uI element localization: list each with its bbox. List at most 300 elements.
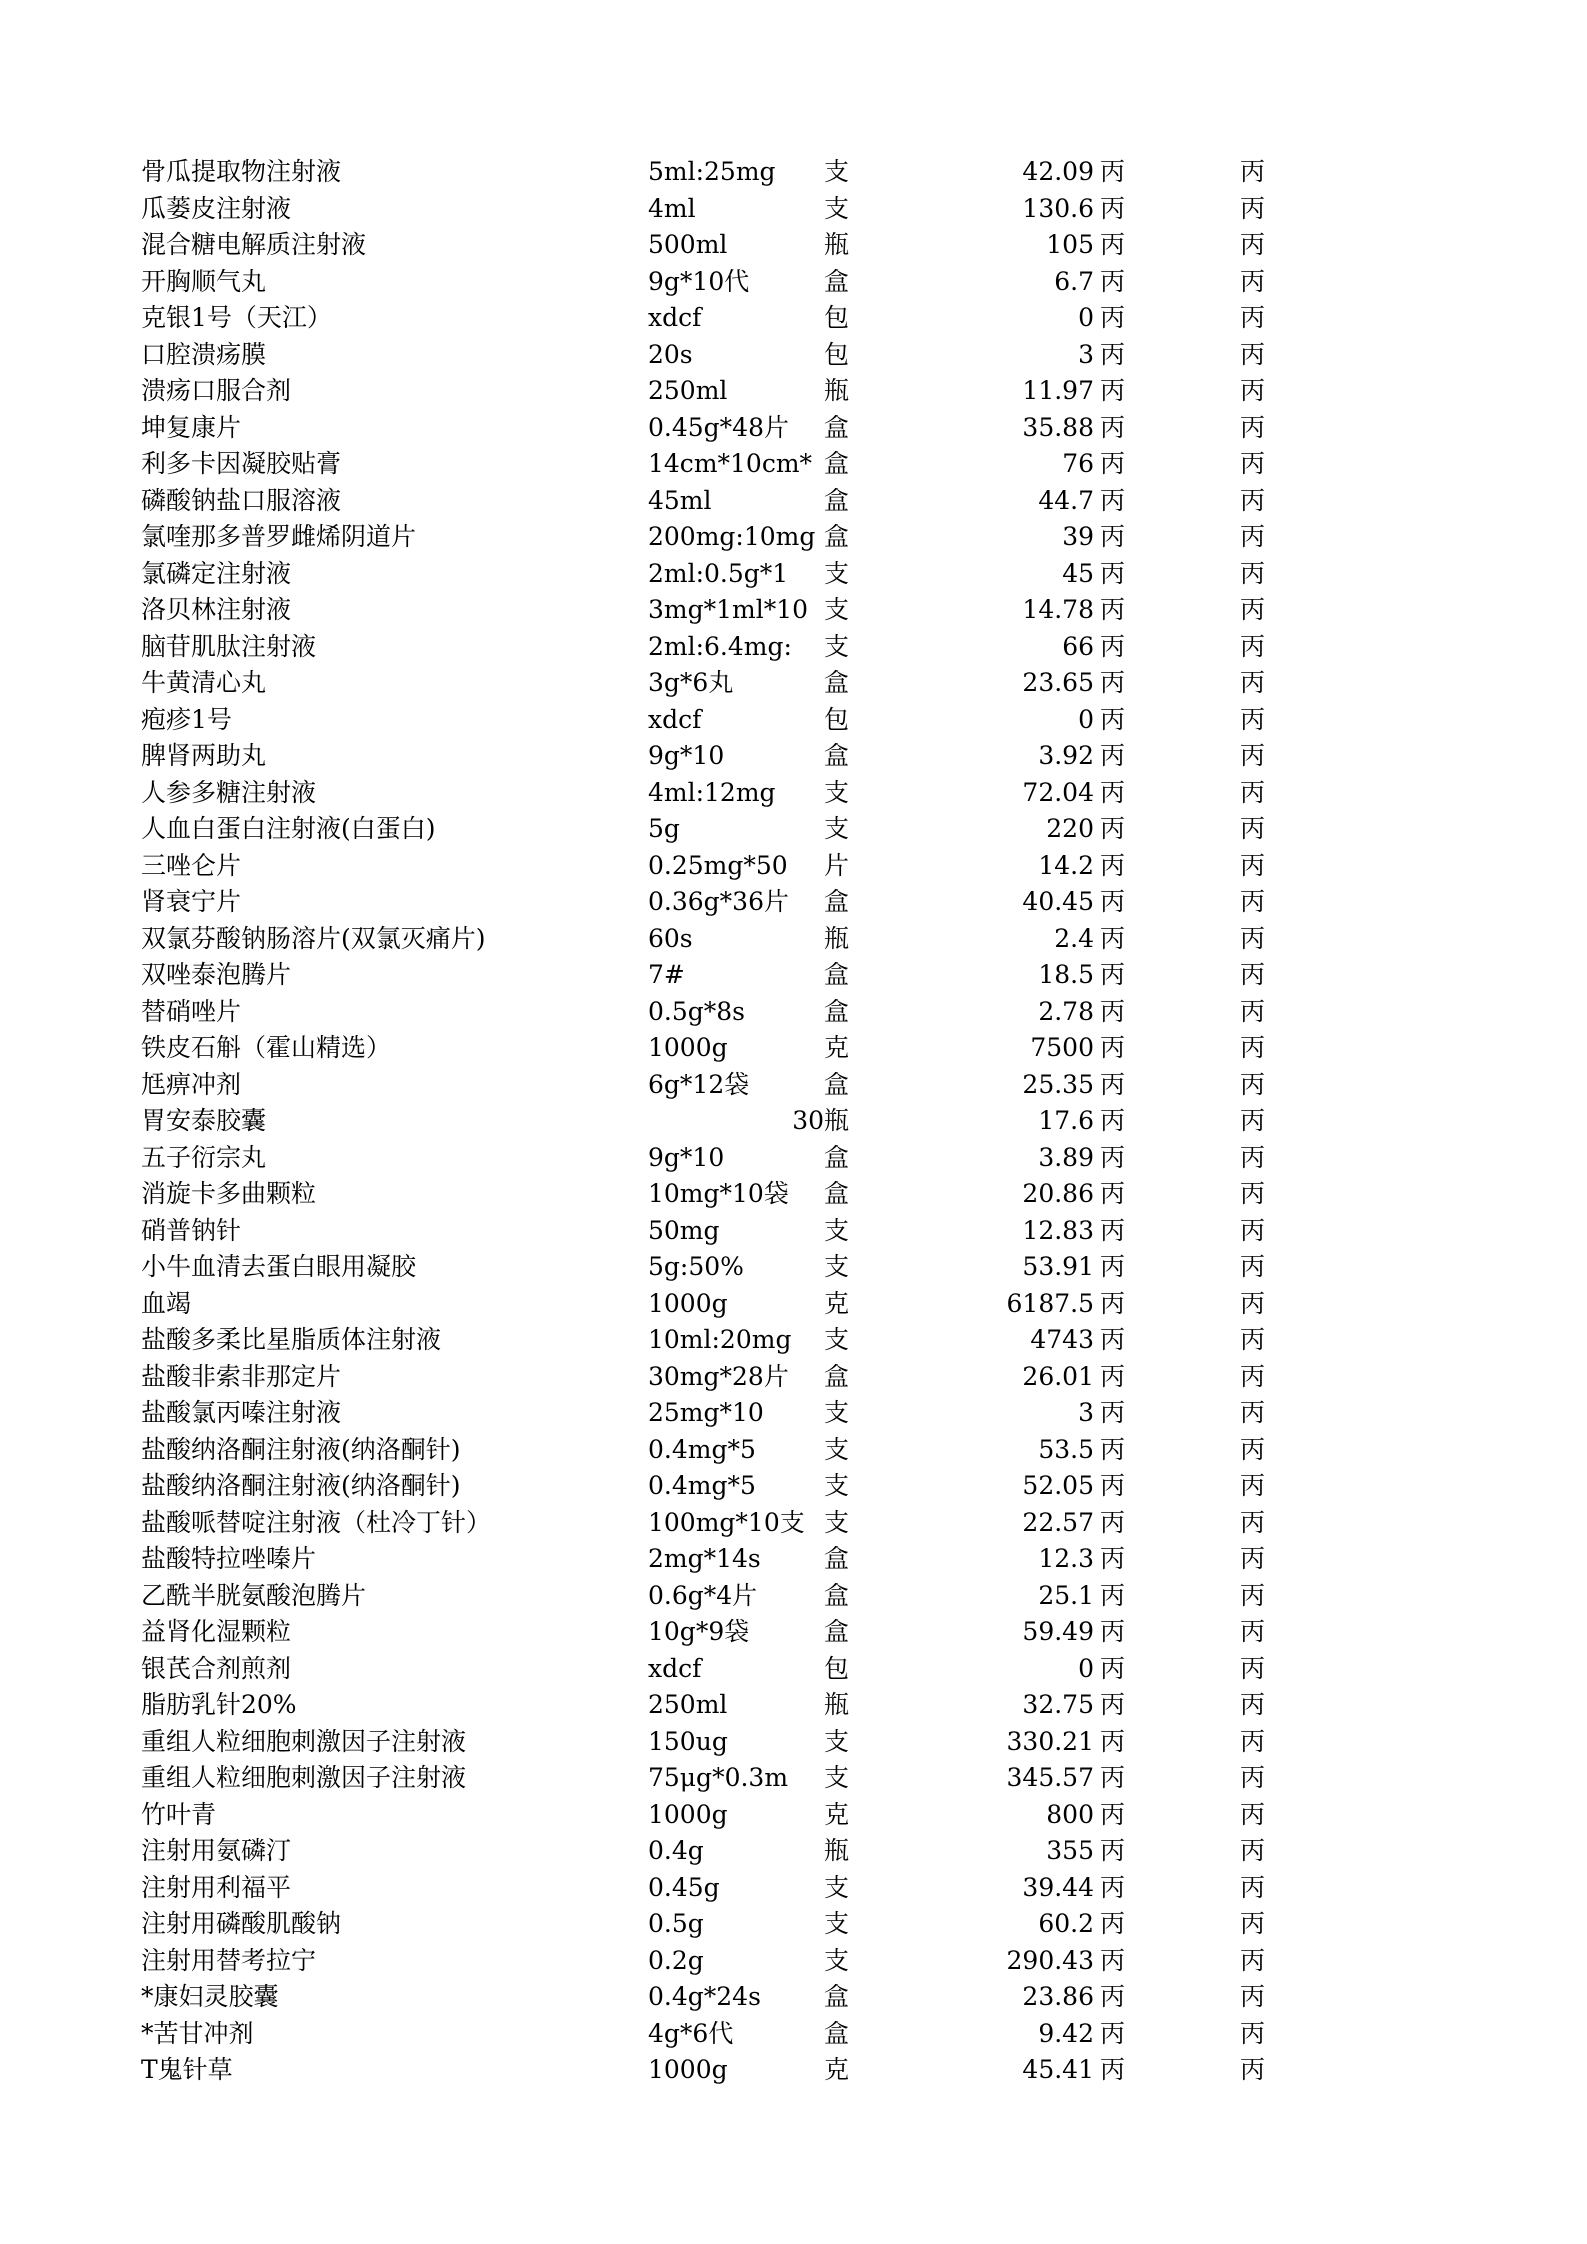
drug-name-cell: 盐酸多柔比星脂质体注射液 (141, 1325, 442, 1354)
drug-spec-cell: 150ug (648, 1726, 728, 1756)
drug-price-cell: 12.3 (1038, 1544, 1094, 1573)
drug-price-cell: 3 (1078, 339, 1094, 369)
table-row (141, 957, 1300, 994)
drug-category-cell: 丙 (1100, 522, 1126, 551)
drug-unit-cell: 支 (824, 1471, 850, 1500)
drug-price-cell: 32.75 (1022, 1690, 1094, 1719)
drug-category-cell: 丙 (1100, 339, 1126, 369)
drug-spec-cell: 9g*10 (648, 1142, 725, 1172)
drug-price-cell: 130.6 (1022, 193, 1094, 223)
table-row (141, 556, 1300, 593)
drug-name-cell: 三唑仑片 (141, 850, 242, 880)
drug-category-cell: 丙 (1100, 230, 1126, 259)
drug-unit-cell: 包 (824, 704, 850, 734)
drug-name-cell: 开胸顺气丸 (141, 266, 267, 296)
drug-price-cell: 35.88 (1022, 412, 1094, 442)
table-row (141, 592, 1300, 629)
drug-name-cell: *康妇灵胶囊 (141, 1982, 279, 2011)
table-row (141, 1249, 1300, 1286)
drug-category-cell: 丙 (1100, 412, 1126, 442)
drug-insurance-class-cell: 丙 (1240, 1434, 1266, 1464)
drug-category-cell: 丙 (1100, 1799, 1126, 1829)
table-row (141, 629, 1300, 666)
drug-name-cell: 口腔溃疡膜 (141, 339, 267, 369)
drug-category-cell: 丙 (1100, 303, 1126, 332)
drug-price-cell: 25.35 (1022, 1069, 1094, 1099)
drug-price-cell: 26.01 (1022, 1361, 1094, 1391)
drug-name-cell: 盐酸非索非那定片 (141, 1361, 342, 1391)
drug-spec-cell: 20s (648, 339, 693, 369)
drug-spec-cell: 60s (648, 923, 693, 953)
drug-insurance-class-cell: 丙 (1240, 339, 1266, 369)
drug-price-cell: 22.57 (1022, 1507, 1094, 1537)
drug-insurance-class-cell: 丙 (1240, 1580, 1266, 1610)
drug-insurance-class-cell: 丙 (1240, 1069, 1266, 1099)
table-row (141, 373, 1300, 410)
drug-unit-cell: 片 (824, 850, 850, 880)
drug-insurance-class-cell: 丙 (1240, 157, 1266, 186)
drug-price-cell: 2.4 (1054, 923, 1094, 953)
drug-price-cell: 6187.5 (1006, 1288, 1094, 1318)
table-row (141, 519, 1300, 556)
drug-spec-cell: 0.45g (648, 1872, 720, 1902)
drug-name-cell: 注射用氨磷汀 (141, 1836, 292, 1865)
drug-price-cell: 3.92 (1038, 741, 1094, 770)
table-row (141, 775, 1300, 812)
drug-spec-cell: 0.36g*36片 (648, 887, 789, 916)
drug-category-cell: 丙 (1100, 1215, 1126, 1245)
drug-insurance-class-cell: 丙 (1240, 887, 1266, 916)
drug-unit-cell: 盒 (824, 887, 850, 916)
table-row (141, 2016, 1300, 2053)
drug-unit-cell: 支 (824, 1398, 850, 1427)
drug-category-cell: 丙 (1100, 1617, 1126, 1646)
table-row (141, 1176, 1300, 1213)
drug-category-cell: 丙 (1100, 1763, 1126, 1792)
drug-name-cell: 盐酸哌替啶注射液（杜冷丁针） (141, 1507, 492, 1537)
drug-spec-cell: 3mg*1ml*10 (648, 595, 809, 624)
drug-category-cell: 丙 (1100, 558, 1126, 588)
table-row (141, 1140, 1300, 1177)
drug-name-cell: 人血白蛋白注射液(白蛋白) (141, 814, 436, 843)
drug-category-cell: 丙 (1100, 266, 1126, 296)
drug-category-cell: 丙 (1100, 2055, 1126, 2084)
drug-insurance-class-cell: 丙 (1240, 850, 1266, 880)
drug-unit-cell: 盒 (824, 449, 850, 478)
drug-unit-cell: 支 (824, 595, 850, 624)
drug-insurance-class-cell: 丙 (1240, 668, 1266, 697)
drug-name-cell: 重组人粒细胞刺激因子注射液 (141, 1763, 467, 1792)
drug-category-cell: 丙 (1100, 960, 1126, 989)
drug-spec-cell: 500ml (648, 230, 728, 259)
drug-unit-cell: 支 (824, 1434, 850, 1464)
table-row (141, 1979, 1300, 2016)
table-row (141, 738, 1300, 775)
drug-spec-cell: 0.4mg*5 (648, 1471, 756, 1500)
drug-price-cell: 39 (1062, 522, 1094, 551)
table-row (141, 1833, 1300, 1870)
table-row (141, 1541, 1300, 1578)
drug-insurance-class-cell: 丙 (1240, 741, 1266, 770)
drug-insurance-class-cell: 丙 (1240, 1507, 1266, 1537)
drug-insurance-class-cell: 丙 (1240, 1982, 1266, 2011)
table-row (141, 191, 1300, 228)
drug-name-cell: 重组人粒细胞刺激因子注射液 (141, 1726, 467, 1756)
drug-name-cell: 脂肪乳针20% (141, 1690, 297, 1719)
drug-insurance-class-cell: 丙 (1240, 1799, 1266, 1829)
drug-spec-cell: 0.4g (648, 1836, 704, 1865)
drug-price-cell: 72.04 (1022, 777, 1094, 807)
drug-unit-cell: 瓶 (824, 1690, 850, 1719)
drug-price-cell: 3.89 (1038, 1142, 1094, 1172)
drug-price-cell: 12.83 (1022, 1215, 1094, 1245)
drug-spec-cell: 100mg*10支 (648, 1507, 805, 1537)
drug-category-cell: 丙 (1100, 1361, 1126, 1391)
drug-insurance-class-cell: 丙 (1240, 449, 1266, 478)
drug-name-cell: 注射用磷酸肌酸钠 (141, 1909, 342, 1938)
drug-name-cell: 竹叶青 (141, 1799, 217, 1829)
drug-price-cell: 105 (1046, 230, 1094, 259)
drug-category-cell: 丙 (1100, 631, 1126, 661)
drug-category-cell: 丙 (1100, 668, 1126, 697)
drug-category-cell: 丙 (1100, 1106, 1126, 1135)
table-row (141, 410, 1300, 447)
drug-insurance-class-cell: 丙 (1240, 1288, 1266, 1318)
drug-insurance-class-cell: 丙 (1240, 1252, 1266, 1281)
drug-insurance-class-cell: 丙 (1240, 704, 1266, 734)
table-row (141, 154, 1300, 191)
drug-name-cell: 盐酸特拉唑嗪片 (141, 1544, 317, 1573)
drug-category-cell: 丙 (1100, 741, 1126, 770)
drug-unit-cell: 包 (824, 303, 850, 332)
drug-name-cell: 双唑泰泡腾片 (141, 960, 292, 989)
drug-unit-cell: 支 (824, 1872, 850, 1902)
drug-spec-cell: 0.25mg*50 (648, 850, 788, 880)
drug-name-cell: 五子衍宗丸 (141, 1142, 267, 1172)
drug-insurance-class-cell: 丙 (1240, 1325, 1266, 1354)
drug-price-cell: 2.78 (1038, 996, 1094, 1026)
drug-insurance-class-cell: 丙 (1240, 595, 1266, 624)
drug-spec-cell: 5g (648, 814, 680, 843)
drug-unit-cell: 盒 (824, 1544, 850, 1573)
drug-name-cell: 磷酸钠盐口服溶液 (141, 485, 342, 515)
drug-insurance-class-cell: 丙 (1240, 960, 1266, 989)
drug-unit-cell: 盒 (824, 996, 850, 1026)
drug-price-cell: 7500 (1030, 1033, 1094, 1062)
drug-name-cell: 人参多糖注射液 (141, 777, 317, 807)
drug-name-cell: 银芪合剂煎剂 (141, 1653, 292, 1683)
drug-unit-cell: 包 (824, 1653, 850, 1683)
drug-insurance-class-cell: 丙 (1240, 996, 1266, 1026)
drug-insurance-class-cell: 丙 (1240, 814, 1266, 843)
table-row (141, 1797, 1300, 1834)
drug-name-cell: 瓜蒌皮注射液 (141, 193, 292, 223)
drug-unit-cell: 克 (824, 1033, 850, 1062)
drug-category-cell: 丙 (1100, 1690, 1126, 1719)
drug-unit-cell: 盒 (824, 1361, 850, 1391)
drug-spec-cell: 45ml (648, 485, 712, 515)
drug-name-cell: 胃安泰胶囊 (141, 1106, 267, 1135)
table-row (141, 1103, 1300, 1140)
drug-insurance-class-cell: 丙 (1240, 1909, 1266, 1938)
drug-spec-cell: 14cm*10cm* (648, 449, 813, 478)
drug-insurance-class-cell: 丙 (1240, 1398, 1266, 1427)
table-row (141, 702, 1300, 739)
drug-unit-cell: 盒 (824, 522, 850, 551)
drug-name-cell: 血竭 (141, 1288, 192, 1318)
drug-price-cell: 60.2 (1038, 1909, 1094, 1938)
drug-unit-cell: 支 (824, 631, 850, 661)
drug-name-cell: 小牛血清去蛋白眼用凝胶 (141, 1252, 417, 1281)
table-row (141, 994, 1300, 1031)
drug-price-cell: 66 (1062, 631, 1094, 661)
drug-price-cell: 17.6 (1038, 1106, 1094, 1135)
drug-price-cell: 42.09 (1022, 157, 1094, 186)
drug-price-cell: 23.86 (1022, 1982, 1094, 2011)
drug-category-cell: 丙 (1100, 1726, 1126, 1756)
drug-unit-cell: 支 (824, 1325, 850, 1354)
drug-insurance-class-cell: 丙 (1240, 1726, 1266, 1756)
drug-spec-cell: 2ml:0.5g*1 (648, 558, 789, 588)
table-row (141, 1651, 1300, 1688)
drug-name-cell: 坤复康片 (141, 412, 242, 442)
table-row (141, 1395, 1300, 1432)
table-row (141, 848, 1300, 885)
drug-name-cell: 氯磷定注射液 (141, 558, 292, 588)
drug-category-cell: 丙 (1100, 1069, 1126, 1099)
drug-name-cell: 脾肾两助丸 (141, 741, 267, 770)
drug-insurance-class-cell: 丙 (1240, 303, 1266, 332)
drug-name-cell: 脑苷肌肽注射液 (141, 631, 317, 661)
drug-price-cell: 53.91 (1022, 1252, 1094, 1281)
drug-unit-cell: 盒 (824, 668, 850, 697)
drug-category-cell: 丙 (1100, 814, 1126, 843)
drug-spec-cell: 0.45g*48片 (648, 412, 789, 442)
drug-price-cell: 44.7 (1038, 485, 1094, 515)
drug-unit-cell: 支 (824, 1252, 850, 1281)
drug-spec-cell: 75μg*0.3m (648, 1763, 789, 1792)
drug-spec-cell: 2ml:6.4mg: (648, 631, 792, 661)
table-row (141, 2052, 1300, 2089)
drug-spec-cell: 0.6g*4片 (648, 1580, 758, 1610)
drug-insurance-class-cell: 丙 (1240, 923, 1266, 953)
drug-category-cell: 丙 (1100, 1471, 1126, 1500)
drug-category-cell: 丙 (1100, 376, 1126, 405)
drug-insurance-class-cell: 丙 (1240, 1945, 1266, 1975)
drug-insurance-class-cell: 丙 (1240, 1690, 1266, 1719)
drug-spec-cell: 1000g (648, 1033, 728, 1062)
table-row (141, 446, 1300, 483)
drug-category-cell: 丙 (1100, 1544, 1126, 1573)
drug-unit-cell: 瓶 (824, 1836, 850, 1865)
drug-name-cell: 盐酸纳洛酮注射液(纳洛酮针) (141, 1471, 461, 1500)
drug-name-cell: 肾衰宁片 (141, 887, 242, 916)
table-row (141, 227, 1300, 264)
drug-name-cell: T鬼针草 (141, 2055, 233, 2084)
drug-insurance-class-cell: 丙 (1240, 522, 1266, 551)
drug-unit-cell: 盒 (824, 2018, 850, 2048)
drug-name-cell: 双氯芬酸钠肠溶片(双氯灭痛片) (141, 923, 486, 953)
drug-spec-cell: 30 (792, 1106, 824, 1135)
drug-insurance-class-cell: 丙 (1240, 1617, 1266, 1646)
drug-spec-cell: 5ml:25mg (648, 157, 776, 186)
drug-unit-cell: 盒 (824, 1982, 850, 2011)
table-row (141, 337, 1300, 374)
table-row (141, 921, 1300, 958)
drug-unit-cell: 盒 (824, 485, 850, 515)
drug-category-cell: 丙 (1100, 1033, 1126, 1062)
table-row (141, 1760, 1300, 1797)
drug-name-cell: 溃疡口服合剂 (141, 376, 292, 405)
drug-price-cell: 0 (1078, 1653, 1094, 1683)
drug-insurance-class-cell: 丙 (1240, 412, 1266, 442)
drug-category-cell: 丙 (1100, 1982, 1126, 2011)
drug-price-cell: 11.97 (1022, 376, 1094, 405)
drug-category-cell: 丙 (1100, 1142, 1126, 1172)
table-row (141, 1213, 1300, 1250)
drug-unit-cell: 盒 (824, 741, 850, 770)
table-row (141, 1724, 1300, 1761)
drug-unit-cell: 支 (824, 1726, 850, 1756)
drug-name-cell: 铁皮石斛（霍山精选） (141, 1033, 392, 1062)
drug-spec-cell: 25mg*10 (648, 1398, 764, 1427)
drug-spec-cell: 0.2g (648, 1945, 704, 1975)
drug-category-cell: 丙 (1100, 887, 1126, 916)
drug-price-cell: 40.45 (1022, 887, 1094, 916)
drug-insurance-class-cell: 丙 (1240, 376, 1266, 405)
drug-name-cell: 益肾化湿颗粒 (141, 1617, 292, 1646)
drug-unit-cell: 克 (824, 2055, 850, 2084)
table-row (141, 1359, 1300, 1396)
drug-insurance-class-cell: 丙 (1240, 1361, 1266, 1391)
drug-unit-cell: 盒 (824, 1142, 850, 1172)
drug-spec-cell: 250ml (648, 1690, 728, 1719)
drug-insurance-class-cell: 丙 (1240, 1033, 1266, 1062)
table-row (141, 1322, 1300, 1359)
drug-spec-cell: 9g*10代 (648, 266, 750, 296)
drug-unit-cell: 支 (824, 157, 850, 186)
drug-insurance-class-cell: 丙 (1240, 1763, 1266, 1792)
table-row (141, 300, 1300, 337)
drug-category-cell: 丙 (1100, 1398, 1126, 1427)
drug-unit-cell: 盒 (824, 1617, 850, 1646)
drug-name-cell: 注射用替考拉宁 (141, 1945, 317, 1975)
drug-insurance-class-cell: 丙 (1240, 631, 1266, 661)
drug-price-cell: 220 (1046, 814, 1094, 843)
drug-category-cell: 丙 (1100, 2018, 1126, 2048)
drug-name-cell: 氯喹那多普罗雌烯阴道片 (141, 522, 417, 551)
drug-price-cell: 52.05 (1022, 1471, 1094, 1500)
drug-insurance-class-cell: 丙 (1240, 1653, 1266, 1683)
drug-spec-cell: 1000g (648, 1799, 728, 1829)
drug-spec-cell: 1000g (648, 2055, 728, 2084)
drug-category-cell: 丙 (1100, 850, 1126, 880)
table-row (141, 1870, 1300, 1907)
drug-spec-cell: 10mg*10袋 (648, 1179, 789, 1208)
drug-spec-cell: 200mg:10mg (648, 522, 816, 551)
drug-insurance-class-cell: 丙 (1240, 2018, 1266, 2048)
drug-spec-cell: 0.5g (648, 1909, 704, 1938)
drug-unit-cell: 瓶 (824, 376, 850, 405)
drug-unit-cell: 克 (824, 1799, 850, 1829)
drug-spec-cell: xdcf (648, 303, 702, 332)
drug-spec-cell: 10ml:20mg (648, 1325, 792, 1354)
drug-unit-cell: 瓶 (824, 230, 850, 259)
drug-insurance-class-cell: 丙 (1240, 1544, 1266, 1573)
drug-spec-cell: 30mg*28片 (648, 1361, 789, 1391)
drug-category-cell: 丙 (1100, 996, 1126, 1026)
drug-spec-cell: xdcf (648, 704, 702, 734)
drug-price-cell: 23.65 (1022, 668, 1094, 697)
drug-table (141, 154, 1300, 2089)
drug-name-cell: 盐酸纳洛酮注射液(纳洛酮针) (141, 1434, 461, 1464)
drug-category-cell: 丙 (1100, 1872, 1126, 1902)
drug-spec-cell: 10g*9袋 (648, 1617, 750, 1646)
drug-price-cell: 3 (1078, 1398, 1094, 1427)
drug-category-cell: 丙 (1100, 1434, 1126, 1464)
drug-insurance-class-cell: 丙 (1240, 2055, 1266, 2084)
drug-price-cell: 18.5 (1038, 960, 1094, 989)
drug-name-cell: 注射用利福平 (141, 1872, 292, 1902)
drug-price-cell: 14.2 (1038, 850, 1094, 880)
drug-category-cell: 丙 (1100, 595, 1126, 624)
drug-spec-cell: 4ml (648, 193, 696, 223)
drug-spec-cell: 6g*12袋 (648, 1069, 750, 1099)
drug-unit-cell: 支 (824, 1507, 850, 1537)
table-row (141, 1614, 1300, 1651)
drug-unit-cell: 支 (824, 558, 850, 588)
drug-price-cell: 14.78 (1022, 595, 1094, 624)
table-row (141, 264, 1300, 301)
drug-category-cell: 丙 (1100, 1325, 1126, 1354)
drug-spec-cell: 2mg*14s (648, 1544, 761, 1573)
drug-price-cell: 53.5 (1038, 1434, 1094, 1464)
drug-spec-cell: 4g*6代 (648, 2018, 734, 2048)
table-row (141, 1286, 1300, 1323)
drug-category-cell: 丙 (1100, 1507, 1126, 1537)
drug-unit-cell: 盒 (824, 1179, 850, 1208)
drug-name-cell: 牛黄清心丸 (141, 668, 267, 697)
drug-name-cell: 疱疹1号 (141, 704, 232, 734)
drug-price-cell: 6.7 (1054, 266, 1094, 296)
drug-price-cell: 290.43 (1006, 1945, 1094, 1975)
drug-price-cell: 4743 (1030, 1325, 1094, 1354)
drug-unit-cell: 包 (824, 339, 850, 369)
drug-price-cell: 59.49 (1022, 1617, 1094, 1646)
drug-price-cell: 355 (1046, 1836, 1094, 1865)
drug-insurance-class-cell: 丙 (1240, 266, 1266, 296)
drug-category-cell: 丙 (1100, 1945, 1126, 1975)
table-row (141, 1505, 1300, 1542)
drug-category-cell: 丙 (1100, 449, 1126, 478)
drug-insurance-class-cell: 丙 (1240, 193, 1266, 223)
drug-category-cell: 丙 (1100, 1252, 1126, 1281)
drug-spec-cell: 3g*6丸 (648, 668, 734, 697)
drug-category-cell: 丙 (1100, 1179, 1126, 1208)
drug-price-cell: 0 (1078, 303, 1094, 332)
drug-price-cell: 800 (1046, 1799, 1094, 1829)
table-row (141, 483, 1300, 520)
drug-name-cell: 骨瓜提取物注射液 (141, 157, 342, 186)
table-row (141, 1687, 1300, 1724)
drug-category-cell: 丙 (1100, 704, 1126, 734)
drug-spec-cell: 250ml (648, 376, 728, 405)
drug-price-cell: 39.44 (1022, 1872, 1094, 1902)
drug-unit-cell: 支 (824, 1215, 850, 1245)
drug-spec-cell: 5g:50% (648, 1252, 744, 1281)
drug-insurance-class-cell: 丙 (1240, 1872, 1266, 1902)
drug-category-cell: 丙 (1100, 485, 1126, 515)
